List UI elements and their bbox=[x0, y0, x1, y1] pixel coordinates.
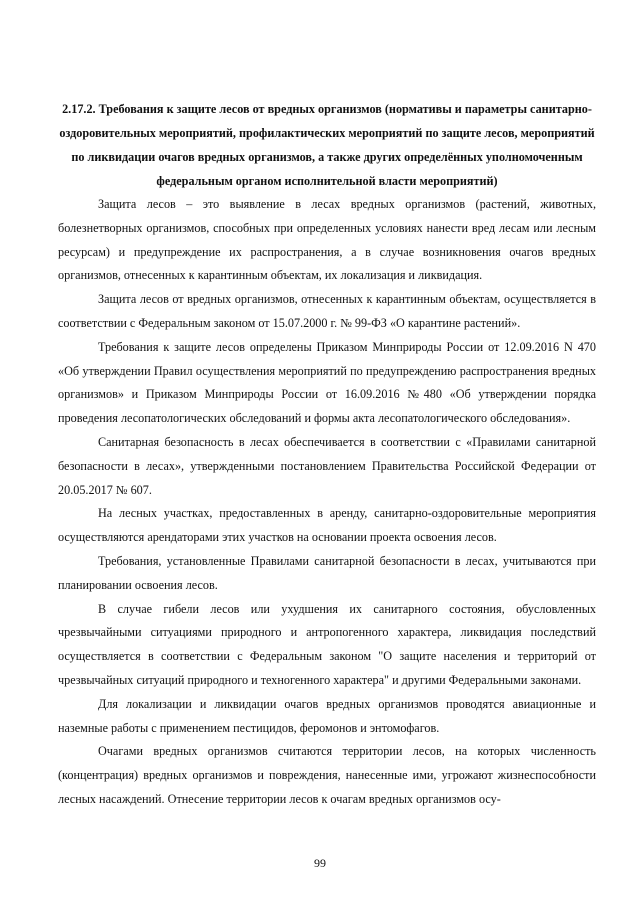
paragraph: Защита лесов – это выявление в лесах вредных организмов (растений, животных, болезнетворных организмов, способных при определенных условиях нанести вред лесам или лесным ресурсам) и предупреждение их распространения, а в случае возникновения очагов вредных организмов, отнесенных к карантинным объектам, их локализация и ликвидация. bbox=[58, 197, 596, 283]
paragraph: В случае гибели лесов или ухудшения их санитарного состояния, обусловленных чрезвычайными ситуациями природного и антропогенного характера, ликвидация последствий осуществляется в соответствии с Федеральным законом "О защите населения и территорий от чрезвычайных ситуаций природного и техногенного характера" и другими Федеральными законами. bbox=[58, 601, 596, 687]
paragraph: Требования, установленные Правилами санитарной безопасности в лесах, учитываются при планировании освоения лесов. bbox=[58, 553, 596, 592]
paragraph: Для локализации и ликвидации очагов вредных организмов проводятся авиационные и наземные работы с применением пестицидов, феромонов и энтомофагов. bbox=[58, 696, 596, 735]
page-number: 99 bbox=[314, 856, 326, 870]
paragraph: Защита лесов от вредных организмов, отнесенных к карантинным объектам, осуществляется в соответствии с Федеральным законом от 15.07.2000 г. № 99-ФЗ «О карантине растений». bbox=[58, 292, 596, 330]
paragraph: На лесных участках, предоставленных в аренду, санитарно-оздоровительные мероприятия осуществляются арендаторами этих участков на основании проекта освоения лесов. bbox=[58, 506, 596, 545]
paragraph: Требования к защите лесов определены Приказом Минприроды России от 12.09.2016 N 470 «Об утверждении Правил осуществления мероприятий по предупреждению распространения вредных организмов» и Приказом Минприроды России от 16.09.2016 №480 «Об утверждении порядка проведения лесопатологических обследований и формы акта лесопатологического обследования». bbox=[58, 339, 596, 426]
paragraph: Очагами вредных организмов считаются территории лесов, на которых численность (концентрация) вредных организмов и повреждения, нанесенные ими, угрожают жизнеспособности лесных насаждений. Отнесение территории лесов к очагам вредных организмов осу- bbox=[58, 744, 596, 806]
section-heading: 2.17.2. Требования к защите лесов от вредных организмов (нормативы и параметры санитарно-оздоровительных мероприятий, профилактических мероприятий по защите лесов, мероприятий по ликвидации очагов вредных организмов, а также других определённых уполномоченным федеральным органом исполнительной власти мероприятий) bbox=[59, 102, 595, 188]
document-body bbox=[58, 193, 596, 812]
paragraph: Санитарная безопасность в лесах обеспечивается в соответствии с «Правилами санитарной безопасности в лесах», утвержденными постановлением Правительства Российской Федерации от 20.05.2017 № 607. bbox=[58, 434, 596, 497]
